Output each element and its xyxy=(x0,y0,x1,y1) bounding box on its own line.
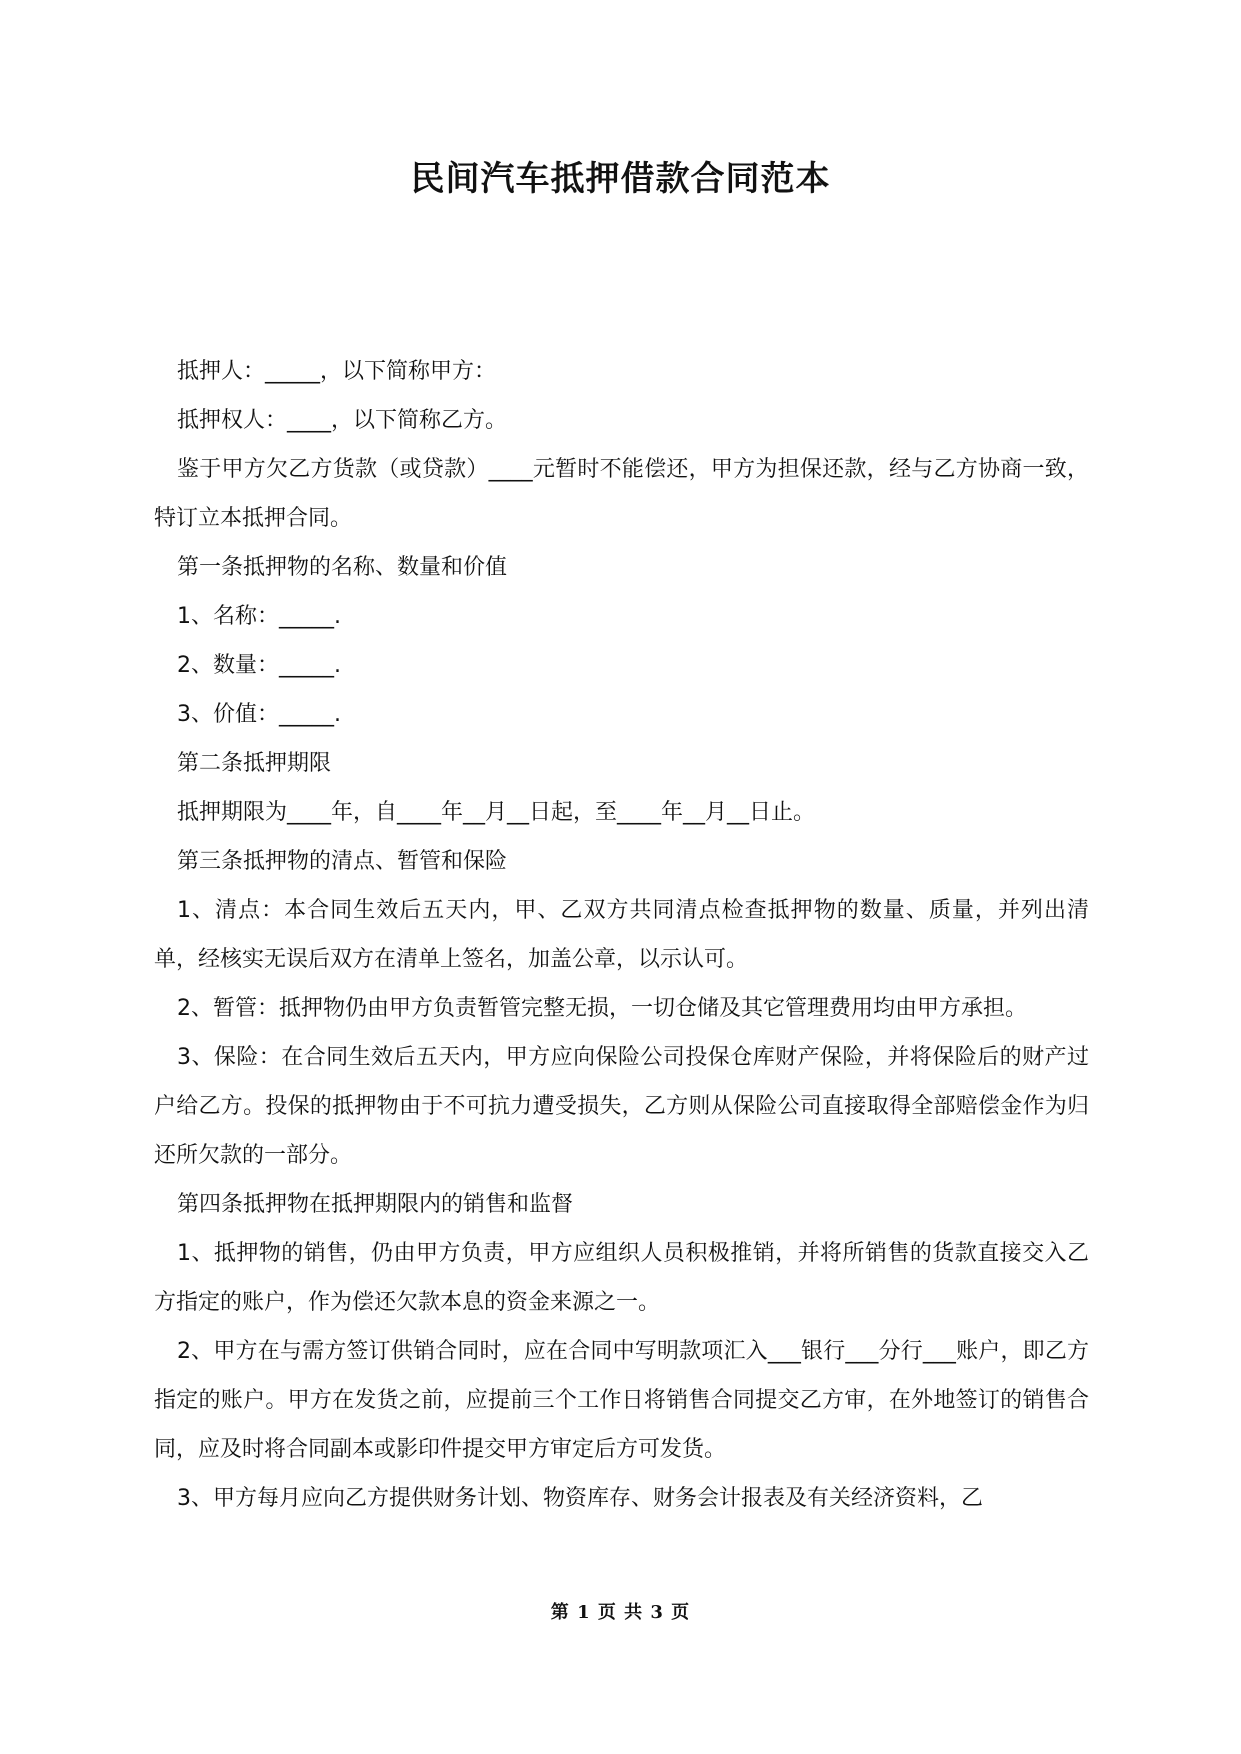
article-1-item-quantity: 2、数量：_____. xyxy=(177,653,341,678)
article-3-item-insurance: 3、保险：在合同生效后五天内，甲方应向保险公司投保仓库财产保险，并将保险后的财产过户给乙方。投保的抵押物由于不可抗力遭受损失，乙方则从保险公司直接取得全部赔偿金作为归还所欠款的一部分。 xyxy=(154,1045,1089,1168)
article-4-item-sales: 1、抵押物的销售，仍由甲方负责，甲方应组织人员积极推销，并将所销售的货款直接交入乙方指定的账户，作为偿还欠款本息的资金来源之一。 xyxy=(154,1241,1089,1315)
article-2-heading: 第二条抵押期限 xyxy=(177,751,332,776)
article-3-heading: 第三条抵押物的清点、暂管和保险 xyxy=(177,849,508,874)
document-title: 民间汽车抵押借款合同范本 xyxy=(410,159,831,199)
article-4-item-contracts: 2、甲方在与需方签订供销合同时，应在合同中写明款项汇入___银行___分行___账户，即乙方指定的账户。甲方在发货之前，应提前三个工作日将销售合同提交乙方审，在外地签订的销售合同，应及时将合同副本或影印件提交甲方审定后方可发货。 xyxy=(154,1339,1089,1462)
paragraph-preamble: 鉴于甲方欠乙方货款（或贷款）____元暂时不能偿还，甲方为担保还款，经与乙方协商一致，特订立本抵押合同。 xyxy=(154,457,1089,531)
article-1-item-name: 1、名称：_____. xyxy=(177,604,341,629)
article-1-heading: 第一条抵押物的名称、数量和价值 xyxy=(177,555,508,580)
article-4-item-reports: 3、甲方每月应向乙方提供财务计划、物资库存、财务会计报表及有关经济资料，乙 xyxy=(177,1486,983,1511)
article-1-item-value: 3、价值：_____. xyxy=(177,702,341,727)
paragraph-mortgagor: 抵押人：_____，以下简称甲方： xyxy=(177,359,497,384)
page-number-footer: 第 1 页 共 3 页 xyxy=(550,1602,691,1623)
contract-body xyxy=(154,347,1089,1523)
article-3-item-inventory: 1、清点：本合同生效后五天内，甲、乙双方共同清点检查抵押物的数量、质量，并列出清单，经核实无误后双方在清单上签名，加盖公章，以示认可。 xyxy=(154,898,1089,972)
article-4-heading: 第四条抵押物在抵押期限内的销售和监督 xyxy=(177,1192,574,1217)
paragraph-mortgagee: 抵押权人：____，以下简称乙方。 xyxy=(177,408,508,433)
article-2-term: 抵押期限为____年，自____年__月__日起，至____年__月__日止。 xyxy=(177,800,816,825)
article-3-item-custody: 2、暂管：抵押物仍由甲方负责暂管完整无损，一切仓储及其它管理费用均由甲方承担。 xyxy=(177,996,1027,1021)
